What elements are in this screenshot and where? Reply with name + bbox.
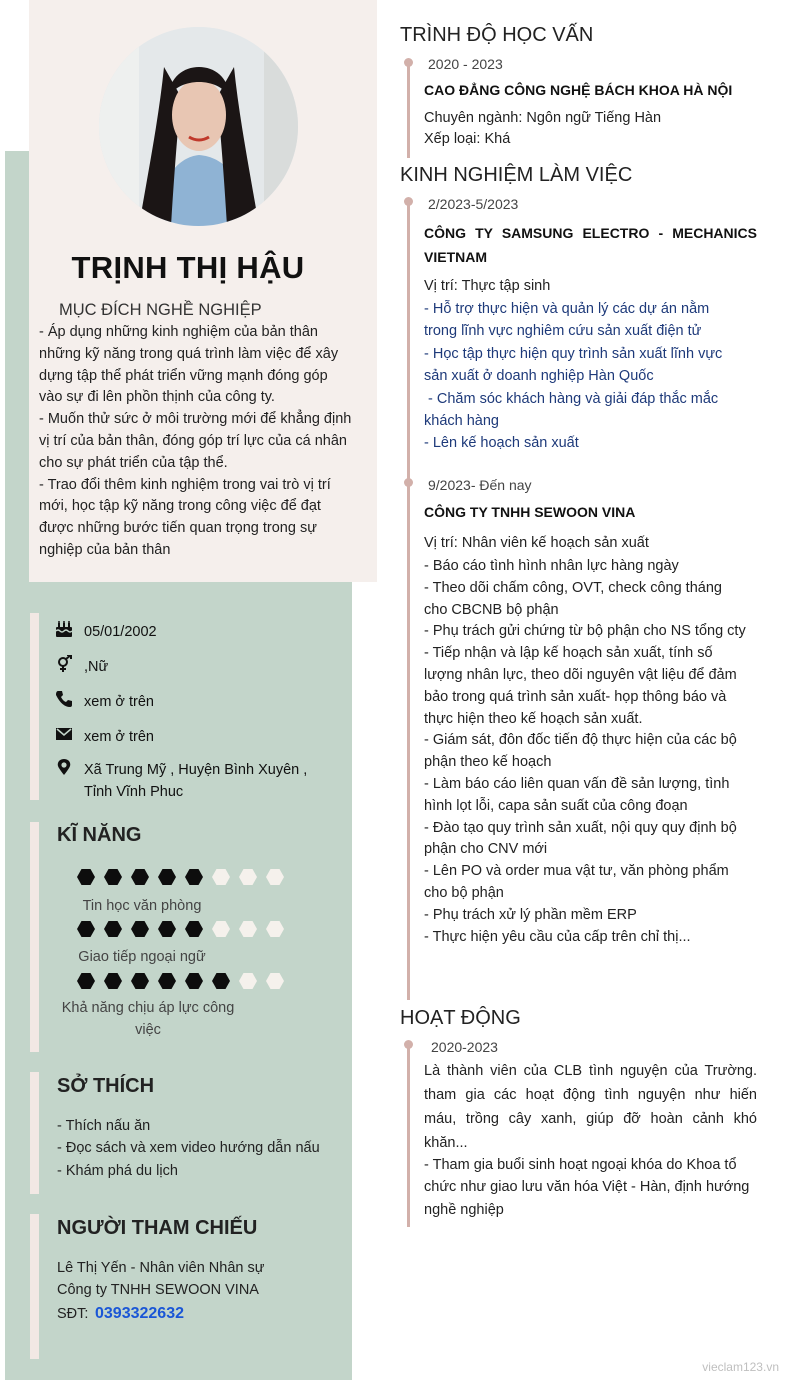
reference-accent-bar [30,1214,39,1359]
skill-label: Tin học văn phòng [82,898,202,914]
timeline-dot [404,58,413,67]
experience-timeline [407,200,410,1000]
email-icon [55,725,73,743]
job-duties: - Hỗ trợ thực hiện và quản lý các dự án nằm trong lĩnh vực nghiêm cứu sản xuất điện tử - Học tập thực hiện quy trình sản xuất lĩnh vực sản xuất ở doanh nghiệp Hàn Quốc - Chăm sóc khách hàng và giải đáp thắc mắc khách hàng - Lên kế hoạch sản xuất [424,301,723,452]
address-value: Xã Trung Mỹ , Huyện Bình Xuyên , Tỉnh Vĩnh Phuc [84,762,308,800]
reference-phone-link[interactable]: 0393322632 [95,1305,184,1322]
cake-icon [55,620,73,638]
career-goal-title: MỤC ĐÍCH NGHỀ NGHIỆP [59,301,262,319]
phone-value: xem ở trên [84,694,154,710]
hobby-item: - Đọc sách và xem video hướng dẫn nấu [57,1140,320,1156]
job-company: CÔNG TY TNHH SEWOON VINA [424,504,636,520]
job-position: Vị trí: Thực tập sinh [424,278,551,294]
skill-label: Giao tiếp ngoại ngữ [78,949,206,965]
job-date: 9/2023- Đến nay [428,477,532,493]
gender-value: ,Nữ [84,659,109,675]
birthday-value: 05/01/2002 [84,624,157,640]
address-row [55,757,308,800]
activity-date: 2020-2023 [431,1039,498,1055]
gender-icon [55,655,73,673]
education-school: CAO ĐẲNG CÔNG NGHỆ BÁCH KHOA HÀ NỘI [424,82,733,98]
job-date: 2/2023-5/2023 [428,196,519,212]
reference-person: Lê Thị Yến - Nhân viên Nhân sự [57,1260,265,1276]
watermark: vieclam123.vn [702,1360,779,1374]
education-major: Chuyên ngành: Ngôn ngữ Tiếng Hàn [424,110,662,126]
education-grade: Xếp loại: Khá [424,131,511,147]
timeline-dot [404,478,413,487]
skill-label: Khả năng chịu áp lực công việc [61,1000,235,1038]
email-row [55,724,154,745]
avatar [99,27,298,226]
hobbies-accent-bar [30,1072,39,1194]
skills-title: KĨ NĂNG [57,824,142,846]
hobby-item: - Khám phá du lịch [57,1163,178,1179]
career-goal-text: - Áp dụng những kinh nghiệm của bản thân những kỹ năng trong quá trình làm việc để xây dựng tập thể phát triển vững mạnh đóng góp vào sự đi lên phồn thịnh của công ty. - Muốn thử sức ở môi trường mới để khẳng định vị trí của bản thân, đóng góp trí lực của cá nhân cho sự phát triển của tập thể. - Trao đổi thêm kinh nghiệm trong vai trò vị trí mới, học tập kỹ năng trong công việc để đạt được những bước tiến quan trọng trong sự nghiệp của bản thân [39,324,352,558]
email-value: xem ở trên [84,729,154,745]
birthday-row [55,619,157,640]
reference-title: NGƯỜI THAM CHIẾU [57,1217,258,1239]
phone-icon [55,690,73,708]
education-timeline [407,60,410,158]
gender-row [55,654,109,675]
activity-text: Là thành viên của CLB tình nguyện của Trường. tham gia các hoạt động tình nguyện như hiến máu, trồng cây xanh, giúp đỡ hoàn cảnh khó khăn... [424,1063,757,1151]
candidate-name: TRỊNH THỊ HẬU [71,250,305,285]
phone-row [55,689,154,710]
education-date: 2020 - 2023 [428,56,503,72]
timeline-dot [404,197,413,206]
education-title: TRÌNH ĐỘ HỌC VẤN [400,24,594,46]
job-company: CÔNG TY SAMSUNG ELECTRO - MECHANICS VIETNAM [424,225,757,265]
contact-accent-bar [30,613,39,800]
hobbies-title: SỞ THÍCH [57,1075,155,1097]
activities-title: HOẠT ĐỘNG [400,1007,521,1029]
job-duties: - Báo cáo tình hình nhân lực hàng ngày - Theo dõi chấm công, OVT, check công tháng cho CBCNB bộ phận - Phụ trách gửi chứng từ bộ phận cho NS tổng cty - Tiếp nhận và lập kế hoạch sản xuất, tính số lượng nhân lực, theo dõi nguyên vật liệu để đảm bảo trong quá trình sản xuất- họp thông báo và thực hiện theo kế hoạch sản xuất. - Giám sát, đôn đốc tiến độ thực hiện của các bộ phận theo kế hoạch - Làm báo cáo liên quan vấn đề sản lượng, tình hình lọt lỗi, capa sản suất của công đoạn - Đào tạo quy trình sản xuất, nội quy quy định bộ phận cho CNV mới - Lên PO và order mua vật tư, văn phòng phẩm cho bộ phận - Phụ trách xử lý phần mềm ERP - Thực hiện yêu cầu của cấp trên chỉ thị... [424,558,746,945]
timeline-dot [404,1040,413,1049]
activities-timeline [407,1042,410,1227]
hobby-item: - Thích nấu ăn [57,1118,151,1134]
experience-title: KINH NGHIỆM LÀM VIỆC [400,164,633,186]
skills-accent-bar [30,822,39,1052]
reference-phone-label: SĐT: [57,1306,89,1322]
reference-company: Công ty TNHH SEWOON VINA [57,1282,259,1298]
location-icon [55,758,73,776]
job-position: Vị trí: Nhân viên kế hoạch sản xuất [424,535,649,551]
activity-text: - Tham gia buổi sinh hoạt ngoại khóa do Khoa tổ chức như giao lưu văn hóa Việt - Hàn, định hướng nghề nghiệp [424,1157,750,1218]
